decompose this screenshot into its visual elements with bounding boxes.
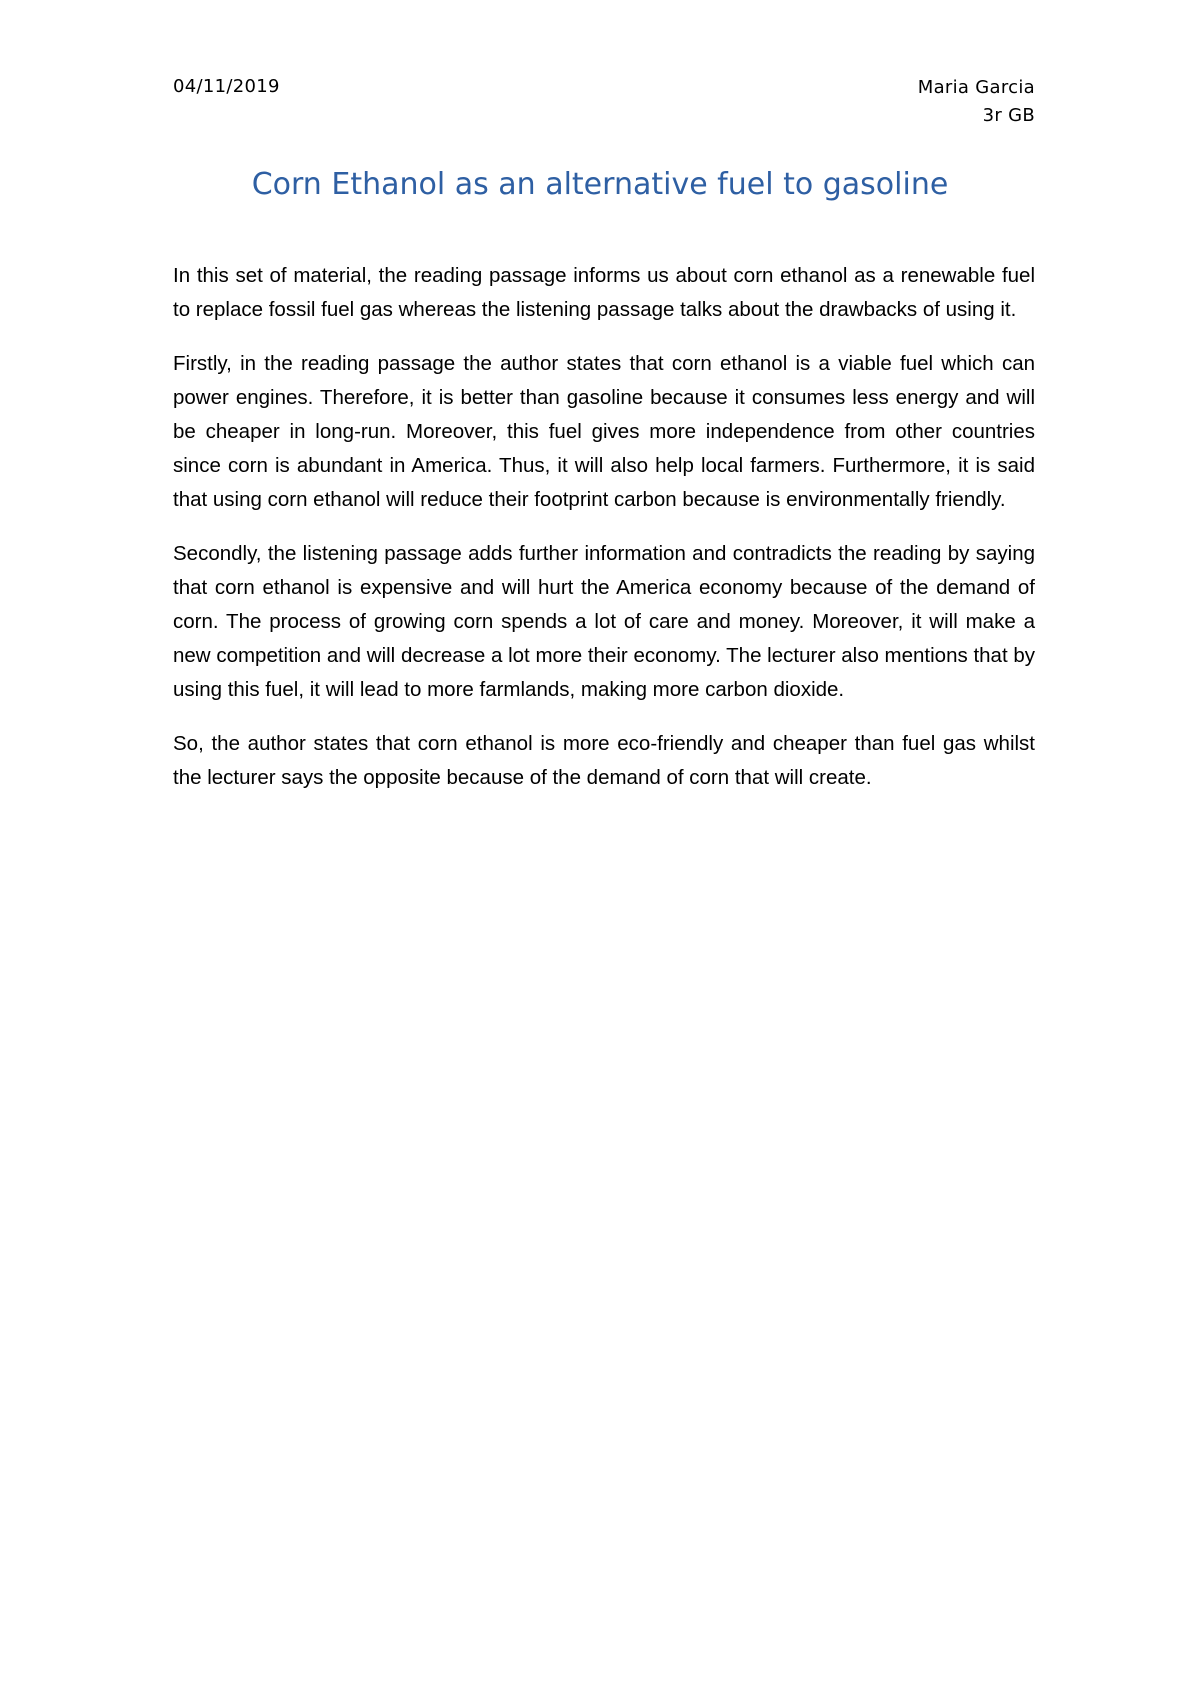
header-author-block xyxy=(918,74,1035,130)
paragraph-conclusion: So, the author states that corn ethanol is more eco-friendly and cheaper than fuel gas whilst the lecturer says the opposite because of the demand of corn that will create. xyxy=(173,732,1035,789)
paragraph-reading: Firstly, in the reading passage the author states that corn ethanol is a viable fuel which can power engines. Therefore, it is better than gasoline because it consumes less energy and will be cheaper in long-run. Moreover, this fuel gives more independence from other countries since corn is abundant in America. Thus, it will also help local farmers. Furthermore, it is said that using corn ethanol will reduce their footprint carbon because is environmentally friendly. xyxy=(173,352,1035,511)
header-group: 3r GB xyxy=(982,105,1035,126)
document-title: Corn Ethanol as an alternative fuel to gasoline xyxy=(251,167,949,202)
header-date: 04/11/2019 xyxy=(173,76,280,97)
paragraph-intro: In this set of material, the reading passage informs us about corn ethanol as a renewable fuel to replace fossil fuel gas whereas the listening passage talks about the drawbacks of using it. xyxy=(173,264,1035,321)
paragraph-listening: Secondly, the listening passage adds further information and contradicts the reading by saying that corn ethanol is expensive and will hurt the America economy because of the demand of corn. The process of growing corn spends a lot of care and money. Moreover, it will make a new competition and will decrease a lot more their economy. The lecturer also mentions that by using this fuel, it will lead to more farmlands, making more carbon dioxide. xyxy=(173,542,1035,701)
document-body xyxy=(173,259,1035,815)
header-author: Maria Garcia xyxy=(917,77,1035,98)
